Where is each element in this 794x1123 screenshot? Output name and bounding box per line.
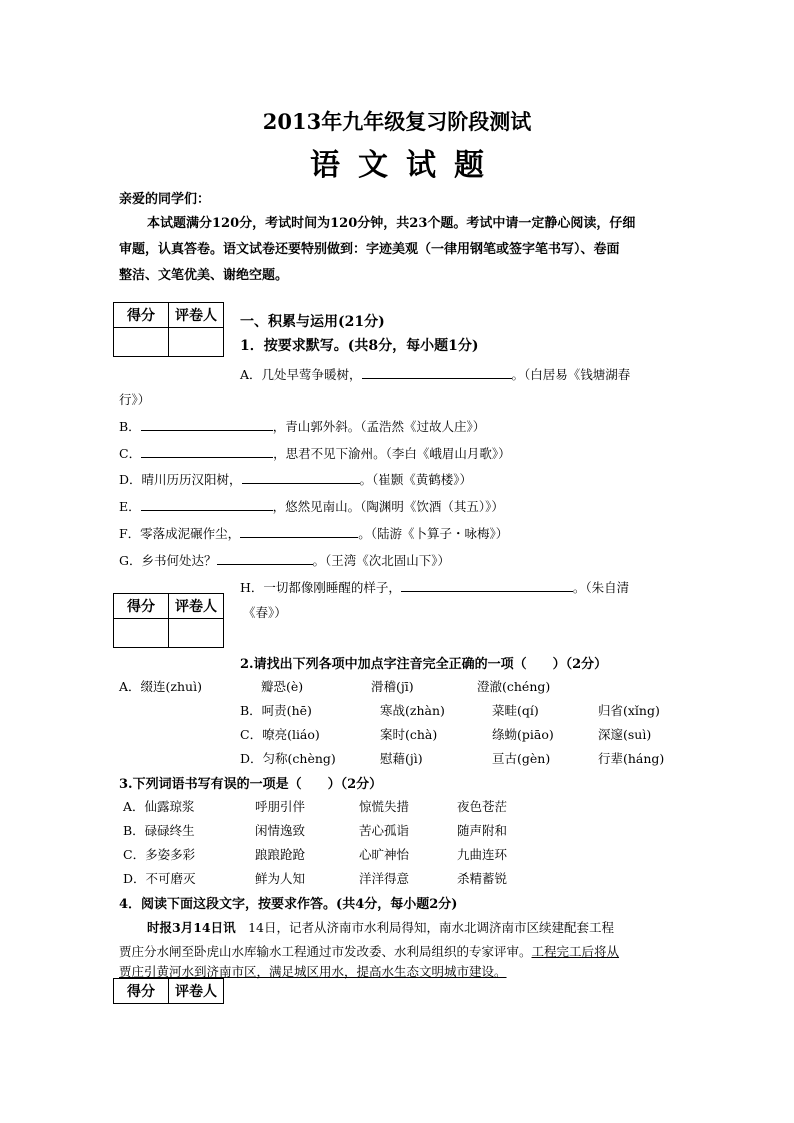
q3-option-a-word2: 呼朋引伴: [255, 799, 306, 814]
q2-option-c-word3: 绦蚴(piāo): [492, 727, 554, 742]
answer-blank-c[interactable]: [141, 444, 273, 458]
q1-item-h: H．一切都像刚睡醒的样子， 。（朱自清: [240, 580, 630, 595]
q1-item-d: D．晴川历历汉阳树， 。（崔颢《黄鹤楼》）: [119, 472, 473, 487]
q3-row-b: [123, 821, 623, 841]
q2-option-a-word1: A．缀连(zhuì): [119, 679, 202, 694]
q3-option-c-word4: 九曲连环: [457, 847, 508, 862]
exam-year-title: 2013年九年级复习阶段测试: [262, 109, 532, 134]
q2-option-c-word2: 案时(chà): [380, 727, 438, 742]
q1-item-a: A．几处早莺争暖树， 。（白居易《钱塘湖春: [240, 367, 631, 382]
answer-blank-b[interactable]: [141, 417, 273, 431]
greeting: 亲爱的同学们：: [119, 192, 211, 207]
q3-option-c-word2: 踉踉跄跄: [255, 847, 306, 862]
q1-heading: 1．按要求默写。(共8分，每小题1分): [240, 338, 479, 354]
q4-passage-line-3: 贾庄引黄河水到济南市区，满足城区用水，提高水生态文明城市建设。: [119, 964, 507, 979]
answer-blank-d[interactable]: [242, 470, 360, 484]
q2-option-d-word1: D．匀称(chèng): [240, 751, 336, 766]
answer-blank-e[interactable]: [141, 497, 273, 511]
q4-passage-line-1: 时报3月14日讯 14日，记者从济南市水利局得知，南水北调济南市区续建配套工程: [147, 920, 615, 935]
intro-line-2: 审题，认真答卷。语文试卷还要特别做到：字迹美观（一律用钢笔或签字笔书写）、卷面: [119, 242, 620, 257]
answer-blank-a[interactable]: [362, 365, 512, 379]
q3-option-d-word3: 洋洋得意: [359, 871, 410, 886]
q2-row-b: [240, 701, 680, 721]
q3-heading: 3.下列词语书写有误的一项是（ ）（2分）: [119, 777, 383, 792]
q3-option-a-word1: A．仙露琼浆: [123, 799, 195, 814]
q2-option-c-word1: C．嘹亮(liáo): [240, 727, 320, 742]
q2-row-a: [119, 677, 679, 697]
q3-option-c-word1: C．多姿多彩: [123, 847, 196, 862]
q3-row-d: [123, 869, 623, 889]
q3-option-b-word4: 随声附和: [457, 823, 508, 838]
q2-option-a-word2: 瓣恐(è): [261, 679, 304, 694]
q2-option-b-word1: B．呵责(hē): [240, 703, 312, 718]
q2-option-c-word4: 深邃(suì): [598, 727, 652, 742]
score-cell[interactable]: [114, 619, 169, 648]
q2-option-d-word2: 慰藉(jì): [380, 751, 423, 766]
q2-option-d-word3: 亘古(gèn): [492, 751, 551, 766]
q1-item-b: B． ，青山郭外斜。（孟浩然《过故人庄》）: [119, 419, 486, 434]
answer-blank-g[interactable]: [217, 551, 313, 565]
q2-option-a-word3: 滑稽(jī): [371, 679, 414, 694]
q1-item-f: F．零落成泥碾作尘， 。（陆游《卜算子・咏梅》）: [119, 526, 509, 541]
q3-option-a-word4: 夜色苍茫: [457, 799, 508, 814]
q3-option-a-word3: 惊慌失措: [359, 799, 410, 814]
score-box-1: [113, 302, 224, 357]
score-cell[interactable]: [114, 328, 169, 357]
q4-passage-line-2: 贾庄分水闸至卧虎山水库输水工程通过市发改委、水利局组织的专家评审。工程完工后将从: [119, 944, 620, 959]
q3-option-c-word3: 心旷神怡: [359, 847, 410, 862]
q3-option-b-word1: B．碌碌终生: [123, 823, 195, 838]
q2-option-b-word4: 归省(xǐng): [598, 703, 660, 718]
q3-option-d-word2: 鲜为人知: [255, 871, 306, 886]
q4-heading: 4．阅读下面这段文字，按要求作答。(共4分，每小题2分): [119, 897, 458, 912]
grader-cell[interactable]: [169, 619, 224, 648]
q1-item-h-cont: 《春》）: [243, 605, 287, 620]
intro-line-3: 整洁、文笔优美、谢绝空题。: [119, 268, 289, 283]
q3-option-d-word1: D．不可磨灭: [123, 871, 196, 886]
grader-label: 评卷人: [169, 594, 224, 619]
answer-blank-h[interactable]: [401, 578, 573, 592]
answer-blank-f[interactable]: [240, 524, 358, 538]
intro-line-1: 本试题满分120分，考试时间为120分钟，共23个题。考试中请一定静心阅读，仔细: [147, 216, 636, 231]
score-label: 得分: [114, 594, 169, 619]
grader-cell[interactable]: [169, 328, 224, 357]
q4-underlined-sentence-start: 工程完工后将从: [531, 944, 620, 959]
grader-label: 评卷人: [169, 979, 224, 1004]
q2-option-a-word4: 澄澈(chéng): [477, 679, 551, 694]
score-label: 得分: [114, 979, 169, 1004]
q2-option-b-word2: 寒战(zhàn): [380, 703, 445, 718]
q2-option-b-word3: 菜畦(qí): [492, 703, 539, 718]
q1-item-e: E． ，悠然见南山。（陶渊明《饮酒（其五）》）: [119, 499, 504, 514]
q2-option-d-word4: 行辈(háng): [598, 751, 665, 766]
q2-row-d: [240, 749, 680, 769]
score-box-2: [113, 593, 224, 648]
score-label: 得分: [114, 303, 169, 328]
q3-row-a: [123, 797, 623, 817]
q3-option-b-word3: 苦心孤诣: [359, 823, 410, 838]
q2-heading: 2.请找出下列各项中加点字注音完全正确的一项（ ）（2分）: [240, 657, 608, 672]
q3-option-b-word2: 闲情逸致: [255, 823, 306, 838]
grader-label: 评卷人: [169, 303, 224, 328]
q3-row-c: [123, 845, 623, 865]
q1-item-c: C． ，思君不见下渝州。（李白《峨眉山月歌》）: [119, 446, 511, 461]
q3-option-d-word4: 杀精蓄锐: [457, 871, 508, 886]
subject-title: 语文试题: [310, 148, 502, 183]
q2-row-c: [240, 725, 680, 745]
section-1-heading: 一、积累与运用(21分): [240, 314, 385, 330]
q1-item-g: G．乡书何处达？ 。（王湾《次北固山下》）: [119, 553, 451, 568]
score-box-3: [113, 978, 224, 1004]
q1-item-a-cont: 行》）: [119, 392, 151, 407]
